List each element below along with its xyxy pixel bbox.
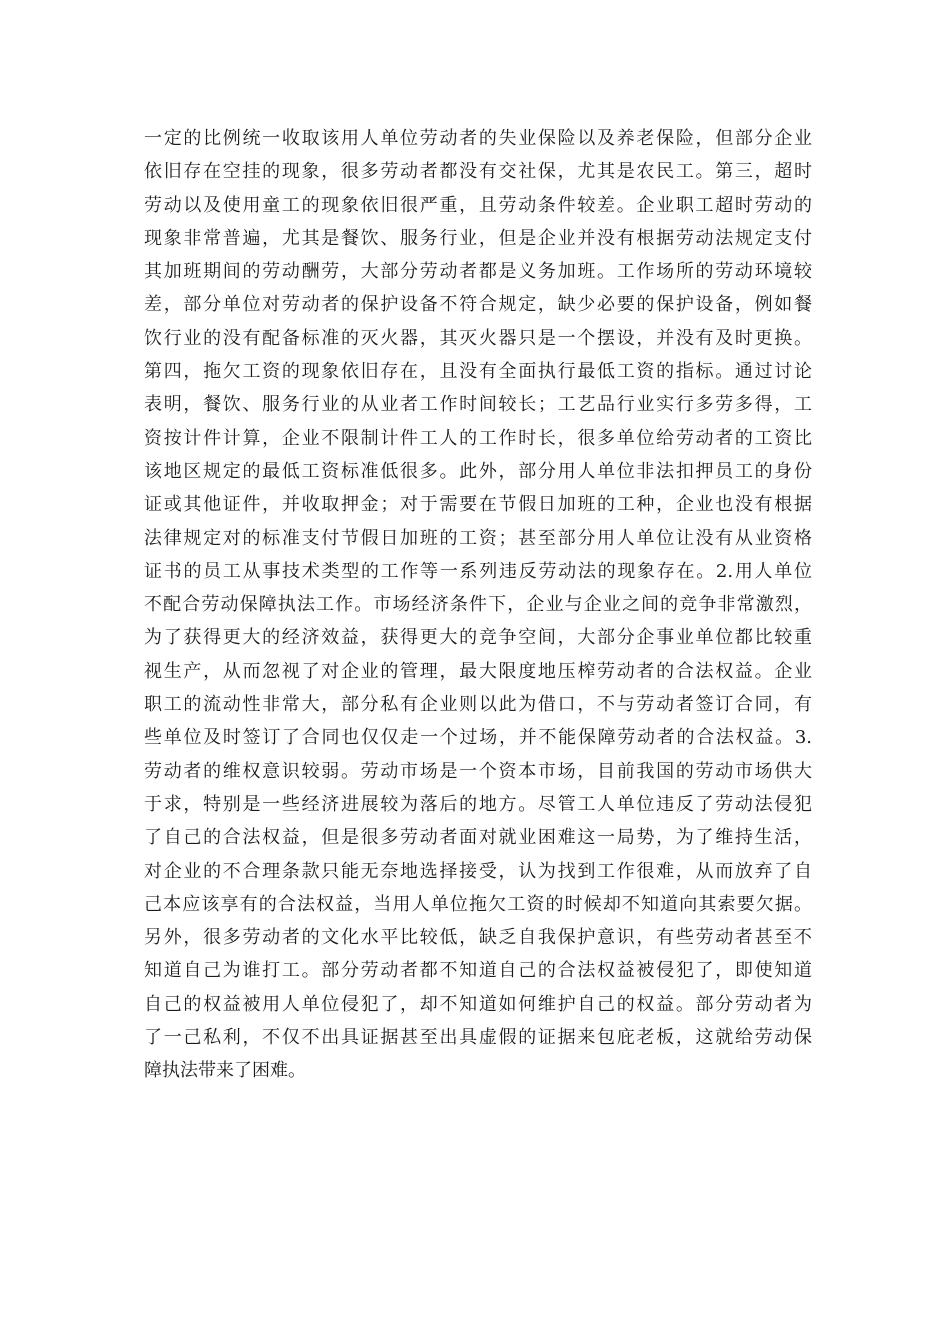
text-line: 劳动以及使用童工的现象依旧很严重，且劳动条件较差。企业职工超时劳动的: [144, 194, 812, 216]
text-line: 视生产，从而忽视了对企业的管理，最大限度地压榨劳动者的合法权益。企业: [144, 660, 812, 682]
text-line: 该地区规定的最低工资标准低很多。此外，部分用人单位非法扣押员工的身份: [144, 460, 812, 482]
text-line: 些单位及时签订了合同也仅仅走一个过场，并不能保障劳动者的合法权益。3.: [144, 727, 812, 749]
text-line: 证或其他证件，并收取押金；对于需要在节假日加班的工种，企业也没有根据: [144, 494, 812, 516]
text-line: 知道自己为谁打工。部分劳动者都不知道自己的合法权益被侵犯了，即使知道: [144, 960, 812, 982]
text-line-last: 障执法带来了困难。: [144, 1060, 306, 1082]
text-line: 为了获得更大的经济效益，获得更大的竞争空间，大部分企事业单位都比较重: [144, 627, 812, 649]
text-line: 于求，特别是一些经济进展较为落后的地方。尽管工人单位违反了劳动法侵犯: [144, 793, 812, 815]
text-line: 第四，拖欠工资的现象依旧存在，且没有全面执行最低工资的指标。通过讨论: [144, 361, 812, 383]
text-line: 不配合劳动保障执法工作。市场经济条件下，企业与企业之间的竞争非常激烈，: [144, 594, 812, 616]
text-line: 资按计件计算，企业不限制计件工人的工作时长，很多单位给劳动者的工资比: [144, 427, 812, 449]
text-line: 法律规定对的标准支付节假日加班的工资；甚至部分用人单位让没有从业资格: [144, 527, 812, 549]
text-line: 了一己私利，不仅不出具证据甚至出具虚假的证据来包庇老板，这就给劳动保: [144, 1027, 812, 1049]
text-line: 饮行业的没有配备标准的灭火器，其灭火器只是一个摆设，并没有及时更换。: [144, 327, 812, 349]
text-line: 一定的比例统一收取该用人单位劳动者的失业保险以及养老保险，但部分企业: [144, 128, 812, 149]
text-line: 己本应该享有的合法权益，当用人单位拖欠工资的时候却不知道向其索要欠据。: [144, 893, 812, 915]
text-line: 证书的员工从事技术类型的工作等一系列违反劳动法的现象存在。2.用人单位: [144, 560, 812, 582]
body-paragraph: [144, 122, 812, 1088]
text-line: 对企业的不合理条款只能无奈地选择接受，认为找到工作很难，从而放弃了自: [144, 860, 812, 882]
text-line: 另外，很多劳动者的文化水平比较低，缺乏自我保护意识，有些劳动者甚至不: [144, 927, 812, 949]
text-line: 现象非常普遍，尤其是餐饮、服务行业，但是企业并没有根据劳动法规定支付: [144, 227, 812, 249]
text-line: 差，部分单位对劳动者的保护设备不符合规定，缺少必要的保护设备，例如餐: [144, 294, 812, 316]
text-line: 自己的权益被用人单位侵犯了，却不知道如何维护自己的权益。部分劳动者为: [144, 993, 812, 1015]
text-line: 了自己的合法权益，但是很多劳动者面对就业困难这一局势，为了维持生活，: [144, 827, 812, 849]
text-line: 劳动者的维权意识较弱。劳动市场是一个资本市场，目前我国的劳动市场供大: [144, 760, 812, 782]
text-line: 职工的流动性非常大，部分私有企业则以此为借口，不与劳动者签订合同，有: [144, 694, 812, 716]
text-line: 其加班期间的劳动酬劳，大部分劳动者都是义务加班。工作场所的劳动环境较: [144, 261, 812, 283]
text-line: 表明，餐饮、服务行业的从业者工作时间较长；工艺品行业实行多劳多得，工: [144, 394, 812, 416]
text-line: 依旧存在空挂的现象，很多劳动者都没有交社保，尤其是农民工。第三，超时: [144, 161, 812, 183]
